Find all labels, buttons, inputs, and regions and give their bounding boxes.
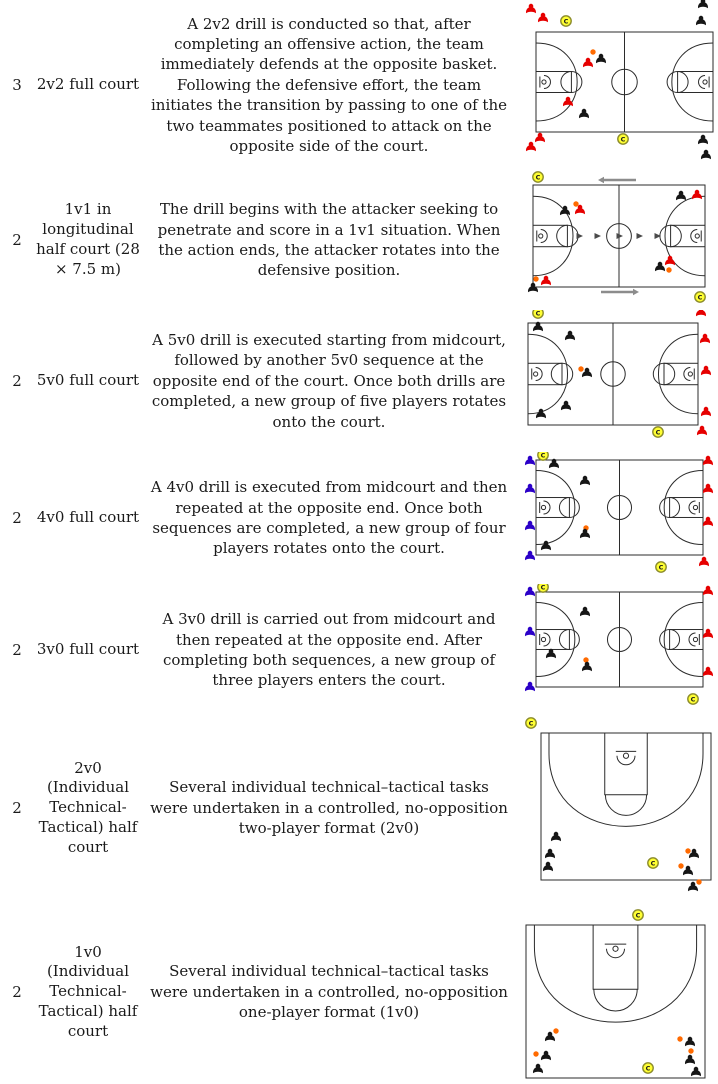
- session-count: 2: [12, 641, 22, 659]
- player-icon: [528, 283, 538, 292]
- coach-icon: [526, 718, 536, 728]
- court-diagram: [518, 0, 716, 170]
- basket-rim: [688, 372, 692, 376]
- table-row: [0, 452, 718, 584]
- no-charge-arc: [691, 230, 698, 243]
- player-icon: [533, 1064, 543, 1073]
- player-icon: [700, 334, 710, 343]
- basket-rim: [693, 637, 697, 641]
- player-icon: [525, 521, 535, 530]
- basket-arc: [617, 756, 635, 765]
- player-icon: [703, 586, 713, 595]
- player-icon: [561, 401, 571, 410]
- coach-icon: [533, 172, 543, 182]
- court-diagram: [518, 584, 716, 716]
- court-diagram: [518, 716, 716, 900]
- court-diagram-cell: [516, 716, 718, 900]
- player-icon: [683, 866, 693, 875]
- drill-description: Several individual technical–tactical tasks were undertaken in a controlled, no-opposition two-player format (2v0): [150, 778, 508, 838]
- ball-icon: [666, 267, 671, 272]
- player-icon: [525, 627, 535, 636]
- player-icon: [655, 262, 665, 271]
- table-row: [0, 170, 718, 310]
- player-icon: [541, 276, 551, 285]
- key-area: [678, 72, 713, 93]
- player-icon: [546, 649, 556, 658]
- coach-icon: [633, 910, 643, 920]
- court-outline: [526, 925, 705, 1078]
- session-count: 2: [12, 983, 22, 1001]
- ball-icon: [678, 863, 683, 868]
- player-icon: [525, 484, 535, 493]
- player-icon: [579, 109, 589, 118]
- basket-rim: [539, 234, 543, 238]
- basket-rim: [542, 80, 546, 84]
- player-icon: [703, 517, 713, 526]
- court-diagram-cell: [516, 0, 718, 170]
- player-icon: [580, 607, 590, 616]
- no-charge-arc: [536, 368, 543, 381]
- court-diagram: [518, 310, 716, 452]
- ball-icon: [573, 201, 578, 206]
- svg-text:C: C: [697, 293, 703, 302]
- key-area: [605, 733, 648, 795]
- player-icon: [536, 409, 546, 418]
- svg-text:C: C: [650, 859, 656, 868]
- basket-rim: [693, 505, 697, 509]
- basket-rim: [534, 372, 538, 376]
- ball-icon: [696, 879, 701, 884]
- player-icon: [698, 0, 708, 8]
- svg-text:C: C: [690, 695, 696, 704]
- drill-description: A 3v0 drill is carried out from midcourt and then repeated at the opposite end. After completing both sequences, a new group of three players enters the court.: [162, 610, 496, 690]
- drill-name: 1v1 in longitudinal half court (28 × 7.5 m): [36, 200, 140, 278]
- player-icon: [692, 190, 702, 199]
- table-row: [0, 900, 718, 1084]
- player-icon: [551, 832, 561, 841]
- court-diagram-cell: [516, 310, 718, 452]
- svg-text:C: C: [620, 135, 626, 144]
- player-icon: [701, 366, 711, 375]
- svg-text:C: C: [540, 584, 546, 592]
- coach-icon: [653, 427, 663, 437]
- player-icon: [696, 310, 706, 316]
- coach-icon: [533, 310, 543, 318]
- key-area: [593, 925, 638, 989]
- player-icon: [582, 662, 592, 671]
- player-icon: [698, 135, 708, 144]
- drill-description: Several individual technical–tactical tasks were undertaken in a controlled, no-opposition one-player format (1v0): [150, 962, 508, 1022]
- no-charge-arc: [544, 501, 551, 514]
- free-throw-arc: [605, 795, 646, 816]
- court-diagram: [518, 170, 716, 310]
- player-icon: [545, 1032, 555, 1041]
- player-icon: [596, 54, 606, 63]
- session-count: 3: [12, 76, 22, 94]
- coach-icon: [643, 1063, 653, 1073]
- court-diagram-cell: [516, 452, 718, 584]
- player-icon: [685, 1055, 695, 1064]
- player-icon: [580, 476, 590, 485]
- court-diagram: [518, 452, 716, 584]
- player-icon: [691, 1067, 701, 1076]
- player-icon: [526, 142, 536, 151]
- drill-name: 3v0 full court: [36, 640, 140, 659]
- ball-icon: [533, 1051, 538, 1056]
- player-icon: [676, 191, 686, 200]
- coach-icon: [561, 16, 571, 26]
- court-diagram-cell: [516, 584, 718, 716]
- player-icon: [543, 862, 553, 871]
- player-icon: [565, 331, 575, 340]
- ball-icon: [677, 1036, 682, 1041]
- coach-icon: [648, 858, 658, 868]
- player-icon: [688, 882, 698, 891]
- svg-text:C: C: [535, 173, 541, 182]
- player-icon: [525, 551, 535, 560]
- court-diagram: [518, 900, 716, 1084]
- svg-text:C: C: [655, 428, 661, 437]
- svg-text:C: C: [540, 452, 546, 460]
- svg-text:C: C: [658, 563, 664, 572]
- basket-rim: [695, 234, 699, 238]
- svg-text:C: C: [635, 911, 641, 920]
- svg-text:C: C: [645, 1064, 651, 1073]
- session-count: 2: [12, 372, 22, 390]
- player-icon: [583, 58, 593, 67]
- no-charge-arc: [541, 230, 548, 243]
- svg-text:C: C: [563, 17, 569, 26]
- player-icon: [703, 456, 713, 465]
- ball-icon: [583, 657, 588, 662]
- court-diagram-cell: [516, 900, 718, 1084]
- no-charge-arc: [544, 633, 551, 646]
- player-icon: [545, 849, 555, 858]
- court-outline: [541, 733, 711, 880]
- player-icon: [580, 529, 590, 538]
- player-icon: [703, 629, 713, 638]
- drill-description: A 5v0 drill is executed starting from midcourt, followed by another 5v0 sequence at the opposite end of the court. Once both drills are completed, a new group of five players rotates onto the court.: [151, 331, 507, 431]
- player-icon: [697, 426, 707, 435]
- direction-arrow-icon: [598, 177, 636, 183]
- direction-triangle-icon: [577, 233, 584, 239]
- drill-name: 5v0 full court: [36, 371, 140, 390]
- coach-icon: [688, 694, 698, 704]
- basket-rim: [613, 946, 618, 951]
- three-point-arc: [534, 925, 696, 1022]
- ball-icon: [685, 848, 690, 853]
- player-icon: [541, 1051, 551, 1060]
- ball-icon: [533, 276, 538, 281]
- player-icon: [535, 133, 545, 142]
- coach-icon: [695, 292, 705, 302]
- direction-arrow-icon: [601, 289, 639, 295]
- table-row: [0, 716, 718, 900]
- direction-triangle-icon: [637, 233, 644, 239]
- session-count: 2: [12, 509, 22, 527]
- svg-text:C: C: [535, 310, 541, 318]
- coach-icon: [618, 134, 628, 144]
- direction-triangle-icon: [617, 233, 624, 239]
- player-icon: [526, 4, 536, 13]
- player-icon: [525, 587, 535, 596]
- drill-name: 4v0 full court: [36, 508, 140, 527]
- court-diagram-cell: [516, 170, 718, 310]
- basket-rim: [541, 505, 545, 509]
- no-charge-arc: [689, 633, 696, 646]
- player-icon: [701, 407, 711, 416]
- player-icon: [699, 557, 709, 566]
- no-charge-arc: [689, 501, 696, 514]
- player-icon: [538, 13, 548, 22]
- svg-text:C: C: [528, 719, 534, 728]
- session-count: 2: [12, 799, 22, 817]
- player-icon: [696, 16, 706, 25]
- direction-triangle-icon: [595, 233, 602, 239]
- player-icon: [703, 484, 713, 493]
- player-icon: [525, 682, 535, 691]
- drill-name: 2v2 full court: [36, 75, 140, 94]
- coach-icon: [538, 452, 548, 460]
- no-charge-arc: [684, 368, 691, 381]
- ball-icon: [590, 49, 595, 54]
- table-row: [0, 584, 718, 716]
- ball-icon: [578, 366, 583, 371]
- table-row: [0, 310, 718, 452]
- player-icon: [525, 456, 535, 465]
- basket-rim: [623, 753, 628, 758]
- coach-icon: [538, 584, 548, 592]
- three-point-arc: [549, 733, 703, 826]
- drill-description: A 2v2 drill is conducted so that, after completing an offensive action, the team immediately defends at the opposite basket. Following the defensive effort, the team initiates the transition by passing to one of the two teammates positioned to attack on the opposite side of the court.: [150, 14, 507, 155]
- drill-description: A 4v0 drill is executed from midcourt and then repeated at the opposite end. Once both sequences are completed, a new group of four players rotates onto the court.: [150, 478, 508, 558]
- ball-icon: [553, 1028, 558, 1033]
- drill-name: 1v0 (Individual Technical-Tactical) half court: [38, 942, 138, 1040]
- no-charge-arc: [544, 76, 551, 89]
- free-throw-arc: [594, 989, 637, 1011]
- basket-rim: [541, 637, 545, 641]
- drill-description: The drill begins with the attacker seeking to penetrate and score in a 1v1 situation. When the action ends, the attacker rotates into the defensive position.: [157, 200, 501, 280]
- ball-icon: [688, 1048, 693, 1053]
- player-icon: [665, 256, 675, 265]
- session-count: 2: [12, 231, 22, 249]
- player-icon: [563, 97, 573, 106]
- player-icon: [685, 1037, 695, 1046]
- player-icon: [703, 667, 713, 676]
- basket-arc: [607, 949, 625, 958]
- basket-rim: [703, 80, 707, 84]
- table-row: [0, 0, 718, 170]
- no-charge-arc: [699, 76, 706, 89]
- player-icon: [701, 150, 711, 159]
- drill-name: 2v0 (Individual Technical-Tactical) half court: [38, 758, 138, 856]
- key-area: [536, 72, 571, 93]
- coach-icon: [656, 562, 666, 572]
